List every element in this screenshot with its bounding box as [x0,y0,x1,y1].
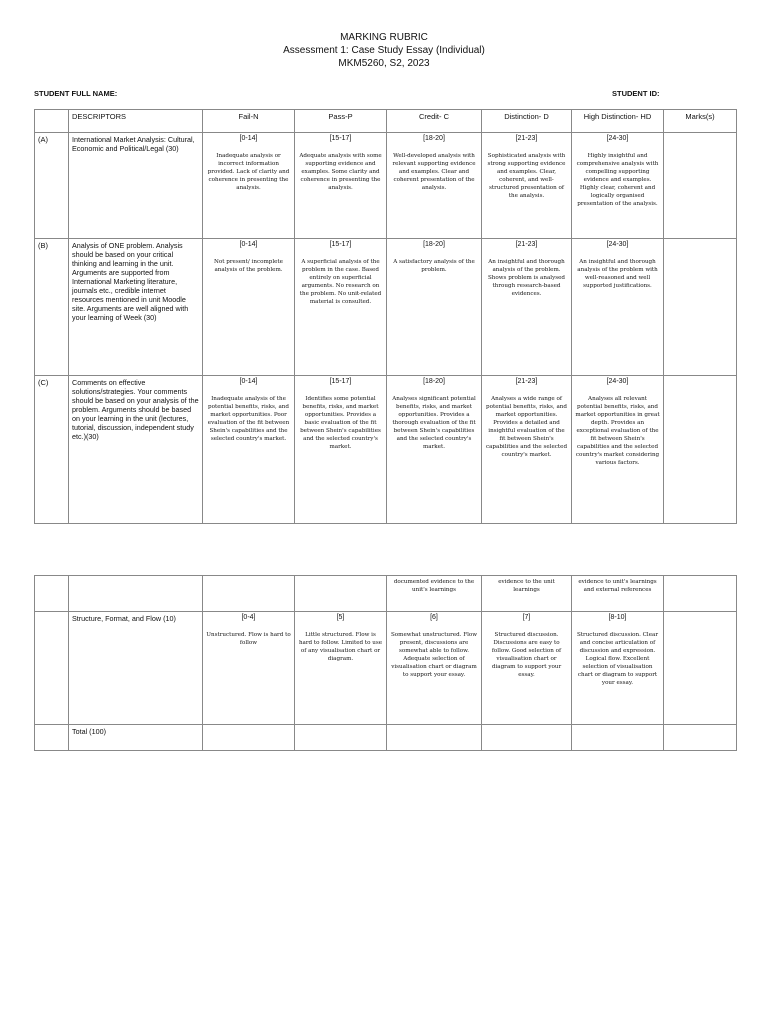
score-range: [24-30] [606,135,629,142]
criteria-text: Structured discussion. Clear and concise articulation of discussion and expression. Logical flow. Excellent selection of visualisation chart or diagram to support your essay. [576,632,659,686]
header-high-distinction: High Distinction- HD [572,110,664,133]
criteria-text: Analyses a wide range of potential benefits, risks, and market opportunities. Provides a detailed and insightful evaluation of the fit between Shein's capabilities and the selected country's market. [485,396,568,458]
criteria-text: A satisfactory analysis of the problem. [393,259,475,273]
pass-cell [295,725,387,751]
header-descriptors: DESCRIPTORS [69,110,203,133]
student-name-label: STUDENT FULL NAME: [34,89,118,98]
row-code: (B) [35,239,69,376]
row-code [35,576,69,612]
pass-cell [295,239,387,376]
high-distinction-cell [572,133,664,239]
high-distinction-cell [572,239,664,376]
score-range: [18-20] [423,241,445,248]
score-range: [0-14] [239,241,258,248]
criteria-text: documented evidence to the unit's learnings [393,579,475,593]
criteria-text: Identifies some potential benefits, risks, and market opportunities. Provides a basic evaluation of the fit between Shein's capabilities and the selected country's market. [300,396,381,450]
row-code: (C) [35,376,69,524]
credit-cell [387,376,482,524]
score-range: [6] [430,614,438,621]
row-descriptor: Comments on effective solutions/strategies. Your comments should be based on your analysis of the problem. Arguments should be based on your learning in the unit (lectures, tutorial, discussion, independent study etc.)(30) [69,376,203,524]
table-row [35,612,737,725]
row-code [35,725,69,751]
criteria-text: Somewhat unstructured. Flow present, discussions are somewhat able to follow. Adequate selection of visualisation chart or diagram to support your essay. [390,632,478,678]
score-range: [15-17] [329,241,352,248]
distinction-cell [482,376,572,524]
score-range: [0-14] [239,135,258,142]
score-range: [15-17] [329,135,352,142]
credit-cell [387,576,482,612]
score-range: [24-30] [606,378,629,385]
marks-cell[interactable] [664,612,737,725]
total-label: Total (100) [69,725,203,751]
pass-cell [295,376,387,524]
criteria-text: Analyses significant potential benefits, risks, and market opportunities. Provides a thorough evaluation of the fit between Shein's capabilities and the selected country's market. [392,396,476,450]
high-distinction-cell [572,576,664,612]
criteria-text: Not present/ incomplete analysis of the problem. [214,259,283,273]
fail-cell [203,133,295,239]
header-code [35,110,69,133]
rubric-table [34,109,737,524]
header-credit: Credit- C [387,110,482,133]
table-row [35,133,737,239]
table-row [35,376,737,524]
credit-cell [387,612,482,725]
pass-cell [295,612,387,725]
credit-cell [387,239,482,376]
score-range: [0-4] [241,614,256,621]
score-range: [21-23] [515,378,538,385]
marks-cell[interactable] [664,576,737,612]
table-row [35,239,737,376]
pass-cell [295,576,387,612]
criteria-text: Sophisticated analysis with strong supporting evidence and examples. Clear, coherent, and well-structured presentation of the analysis. [487,153,566,199]
marks-cell[interactable] [664,239,737,376]
distinction-cell [482,576,572,612]
fail-cell [203,376,295,524]
fail-cell [203,239,295,376]
table-row [35,725,737,751]
criteria-text: evidence to the unit learnings [498,579,555,593]
row-code: (A) [35,133,69,239]
header-distinction: Distinction- D [482,110,572,133]
criteria-text: Highly insightful and comprehensive analysis with compelling supporting evidence and examples. Highly clear, coherent and logically organised presentation of the analysis. [576,153,659,207]
high-distinction-cell [572,725,664,751]
distinction-cell [482,612,572,725]
score-range: [5] [336,614,345,621]
criteria-text: A superficial analysis of the problem in the case. Based entirely on superficial arguments. No research on the problem. No unit-related material is consulted. [299,259,382,305]
header-fail: Fail-N [203,110,295,133]
row-descriptor: Analysis of ONE problem. Analysis should be based on your critical thinking and learning in the unit. Arguments are supported from International Marketing literature, journals etc., credible internet resources mentioned in unit Moodle site. Arguments are well aligned with your learning of Week (30) [69,239,203,376]
fail-cell [203,612,295,725]
criteria-text: Unstructured. Flow is hard to follow [206,632,291,646]
criteria-text: Inadequate analysis of the potential benefits, risks, and market opportunities. Poor evaluation of the fit between Shein's capabilities and the selected country's market. [207,396,290,442]
fail-cell [203,725,295,751]
header-marks: Marks(s) [664,110,737,133]
distinction-cell [482,725,572,751]
rubric-table-continued [34,575,737,751]
score-range: [15-17] [329,378,352,385]
score-range: [18-20] [423,378,445,385]
total-marks-cell[interactable] [664,725,737,751]
assessment-title: Assessment 1: Case Study Essay (Individual) [283,45,485,56]
document-title [0,31,768,70]
criteria-text: Inadequate analysis or incorrect information provided. Lack of clarity and coherence in presenting the analysis. [207,153,290,191]
header-row [35,110,737,133]
criteria-text: Analyses all relevant potential benefits, risks, and market opportunities in great depth. Provides an exceptional evaluation of the fit between Shein's capabilities and the selected country's market considering various factors. [575,396,660,466]
unit-code: MKM5260, S2, 2023 [338,58,430,69]
distinction-cell [482,239,572,376]
score-range: [0-14] [239,378,258,385]
criteria-text: Structured discussion. Discussions are easy to follow. Good selection of visualisation chart or diagram to support your essay. [491,632,562,678]
rubric-title: MARKING RUBRIC [340,32,428,43]
score-range: [21-23] [515,135,538,142]
row-descriptor: Structure, Format, and Flow (10) [69,612,203,725]
credit-cell [387,725,482,751]
score-range: [24-30] [606,241,629,248]
criteria-text: Adequate analysis with some supporting evidence and examples. Some clarity and coherence in presenting the analysis. [299,153,382,191]
credit-cell [387,133,482,239]
distinction-cell [482,133,572,239]
criteria-text: Little structured. Flow is hard to follow. Limited to use of any visualisation chart or diagram. [298,632,383,662]
criteria-text: An insightful and thorough analysis of the problem with well-reasoned and well supported justifications. [577,259,658,289]
fail-cell [203,576,295,612]
criteria-text: evidence to unit's learnings and external references [578,579,657,593]
criteria-text: An insightful and thorough analysis of the problem. Shows problem is analysed through research-based evidences. [487,259,566,297]
score-range: [7] [522,614,531,621]
pass-cell [295,133,387,239]
criteria-text: Well-developed analysis with relevant supporting evidence and examples. Clear and coherent presentation of the analysis. [392,153,476,191]
row-descriptor: International Market Analysis: Cultural, Economic and Political/Legal (30) [69,133,203,239]
header-pass: Pass-P [295,110,387,133]
row-descriptor [69,576,203,612]
high-distinction-cell [572,612,664,725]
score-range: [8-10] [608,614,627,621]
table-row [35,576,737,612]
row-code [35,612,69,725]
score-range: [18-20] [423,135,445,142]
student-id-label: STUDENT ID: [612,89,660,98]
score-range: [21-23] [515,241,538,248]
high-distinction-cell [572,376,664,524]
marks-cell[interactable] [664,376,737,524]
marks-cell[interactable] [664,133,737,239]
